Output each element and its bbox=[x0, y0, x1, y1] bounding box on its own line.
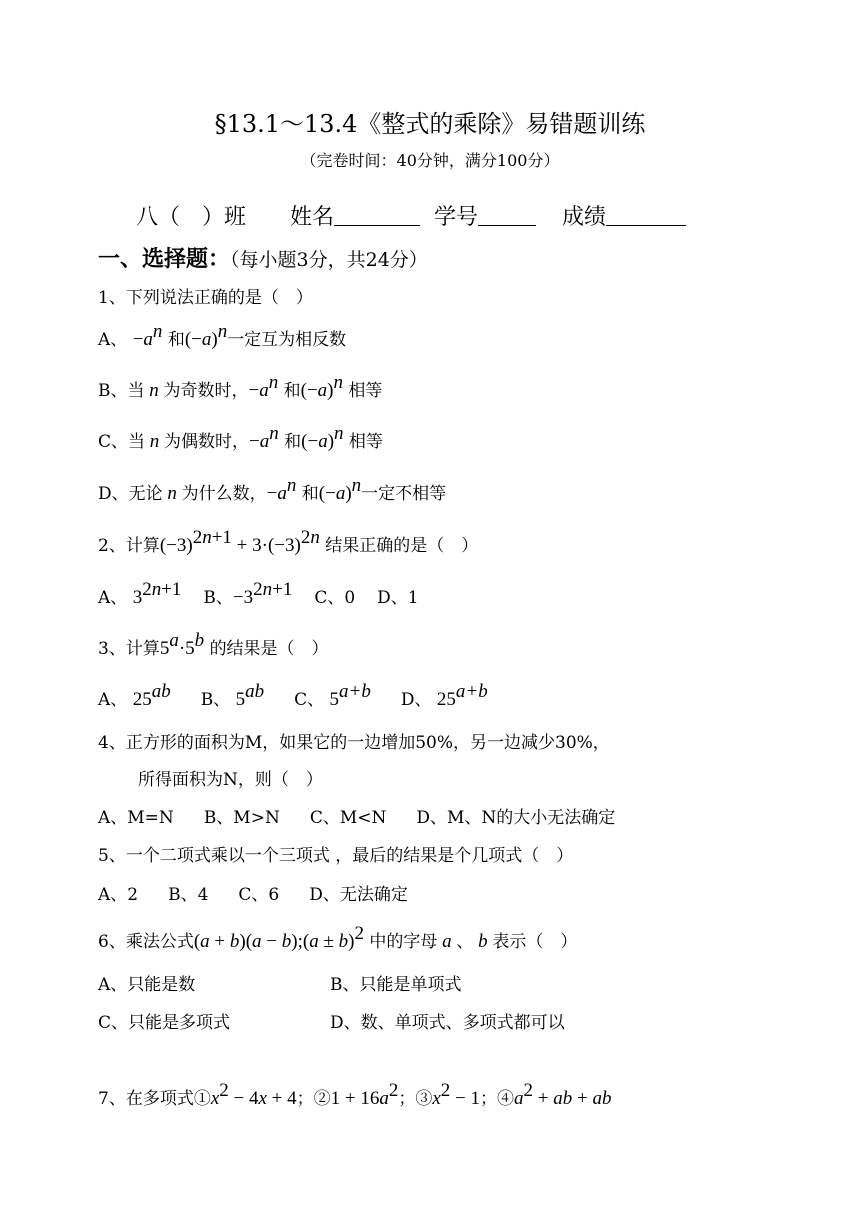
id-label: 学号 bbox=[434, 205, 479, 230]
class-label: 八（ ）班 bbox=[136, 205, 247, 230]
page-title: §13.1～13.4《整式的乘除》易错题训练 bbox=[214, 110, 646, 138]
question-6-stem: 6、乘法公式(a + b)(a − b);(a ± b)$^2$ 中的字母 a 、 b 表示（ ） bbox=[98, 923, 578, 952]
name-label: 姓名 bbox=[290, 205, 335, 230]
question-1-option-d: D、无论 n 为什么数，$-a^n$ 和$(-a)^n$一定不相等 bbox=[98, 475, 447, 504]
question-1-stem: 1、下列说法正确的是（ ） bbox=[98, 288, 313, 308]
page-subtitle: （完卷时间：40分钟，满分100分） bbox=[300, 151, 560, 170]
id-blank[interactable] bbox=[478, 205, 536, 226]
question-1-option-b: B、当 n 为奇数时，$-a^n$ 和$(-a)^n$ 相等 bbox=[98, 372, 383, 401]
question-3-stem: 3、计算$5^a\cdot 5^b$ 的结果是（ ） bbox=[98, 630, 329, 659]
question-1-option-c: C、当 n 为偶数时，$-a^n$ 和$(-a)^n$ 相等 bbox=[98, 423, 383, 452]
question-5-options: A、2 B、4 C、6 D、无法确定 bbox=[98, 885, 408, 905]
section-heading: 一、选择题：（每小题3分，共24分） bbox=[98, 246, 428, 272]
question-6-option-b: B、只能是单项式 bbox=[330, 975, 462, 995]
score-blank[interactable] bbox=[606, 205, 686, 226]
student-info-row bbox=[136, 205, 686, 229]
question-3-options: A、 $25^{ab}$ B、 $5^{ab}$ C、 $5^{a+b}$ D、 $25^{a+b}$ bbox=[98, 681, 488, 710]
question-6-option-c: C、只能是多项式 bbox=[98, 1013, 231, 1033]
question-5-stem: 5、一个二项式乘以一个三项式 ，最后的结果是个几项式（ ） bbox=[98, 846, 574, 866]
question-1-option-a: A、 $-a^n$ 和$(-a)^n$一定互为相反数 bbox=[98, 321, 347, 350]
name-blank[interactable] bbox=[334, 205, 420, 226]
score-label: 成绩 bbox=[562, 205, 607, 230]
question-2-options: A、 $3^{2n+1}$ B、$-3^{2n+1}$ C、0 D、1 bbox=[98, 579, 419, 608]
question-6-option-d: D、数、单项式、多项式都可以 bbox=[330, 1013, 565, 1033]
question-6-option-a: A、只能是数 bbox=[98, 975, 196, 995]
question-4-stem-1: 4、正方形的面积为M，如果它的一边增加50%，另一边减少30%， bbox=[98, 733, 610, 753]
question-2-stem: 2、计算$(-3)^{2n+1} + 3\cdot(-3)^{2n}$ 结果正确的是（ ） bbox=[98, 527, 479, 556]
question-7-stem: 7、在多项式$①x^2 - 4x + 4$；②1 + $16a^2$；$③x^2 - 1$；$④a^2$ + ab + ab bbox=[98, 1080, 612, 1109]
question-4-stem-2: 所得面积为N，则（ ） bbox=[138, 770, 323, 790]
question-4-options: A、M=N B、M>N C、M<N D、M、N的大小无法确定 bbox=[98, 808, 616, 828]
